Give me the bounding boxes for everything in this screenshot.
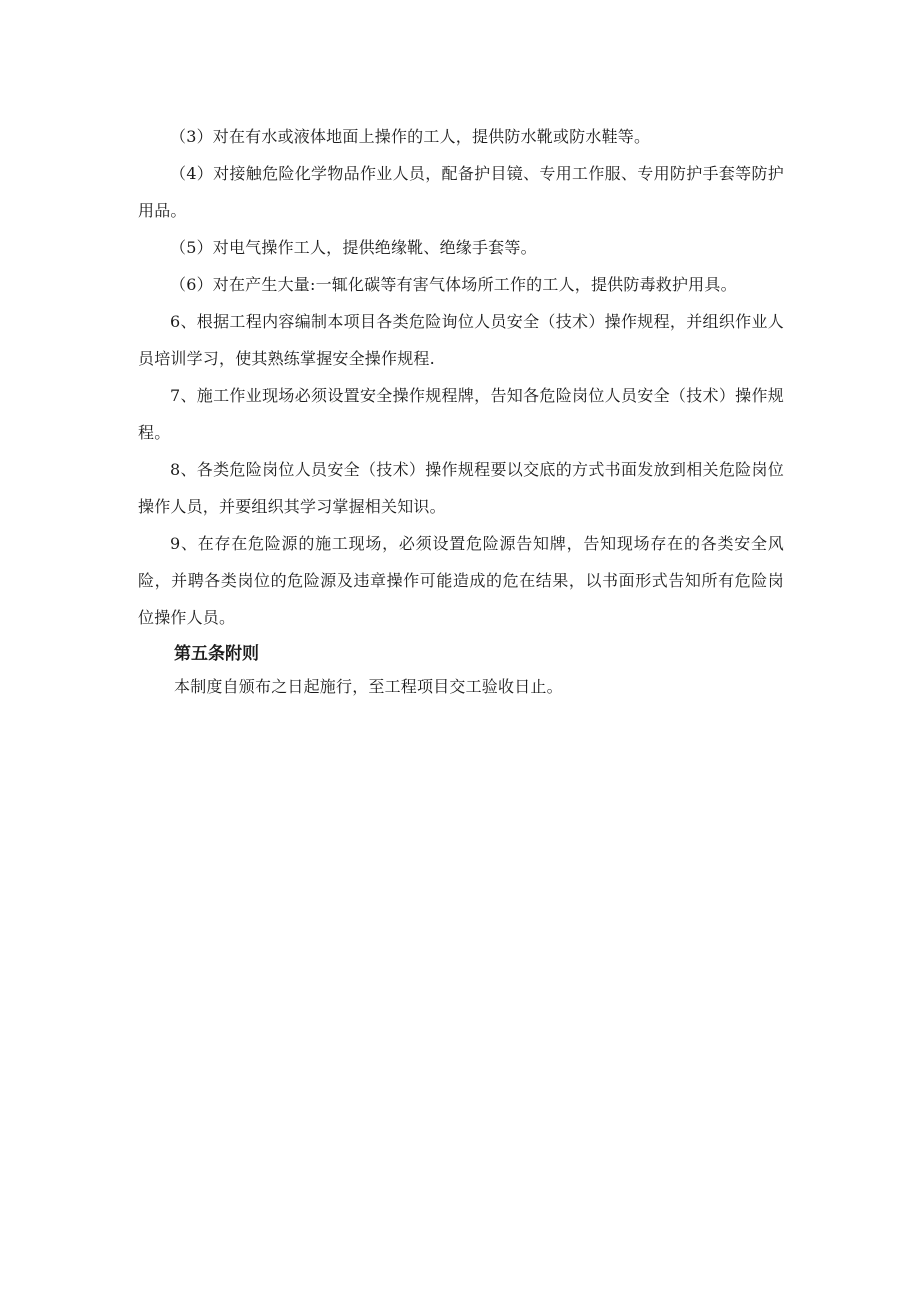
list-item-ppe-waterproof: （3）对在有水或液体地面上操作的工人，提供防水靴或防水鞋等。 <box>170 127 651 146</box>
list-item-ppe-chemical: （4）对接触危险化学物品作业人员，配备护目镜、专用工作服、专用防护手套等防护用品。 <box>138 164 784 220</box>
clause-8-written-briefing: 8、各类危险岗位人员安全（技术）操作规程要以交底的方式书面发放到相关危险岗位操作人员，并要组织其学习掌握相关知识。 <box>138 460 784 516</box>
list-item-ppe-electrical: （5）对电气操作工人，提供绝缘靴、绝缘手套等。 <box>170 238 537 257</box>
clause-9-hazard-notice: 9、在存在危险源的施工现场，必须设置危险源告知牌，告知现场存在的各类安全风险，并聘各类岗位的危险源及违章操作可能造成的危在结果，以书面形式告知所有危险岗位操作人员。 <box>138 534 784 627</box>
document-body <box>138 118 784 704</box>
clause-6-operating-procedures: 6、根据工程内容编制本项目各类危险询位人员安全（技术）操作规程，并组织作业人员培训学习，使其熟练掌握安全操作规程. <box>138 312 784 368</box>
clause-7-procedure-signs: 7、施工作业现场必须设置安全操作规程牌，告知各危险岗位人员安全（技术）操作规程。 <box>138 386 784 442</box>
closing-paragraph: 本制度自颁布之日起施行，至工程项目交工验收日止。 <box>174 677 563 696</box>
list-item-ppe-gas: （6）对在产生大量:一辄化碳等有害气体场所工作的工人，提供防毒救护用具。 <box>170 275 737 294</box>
section-heading: 第五条附则 <box>174 644 259 664</box>
